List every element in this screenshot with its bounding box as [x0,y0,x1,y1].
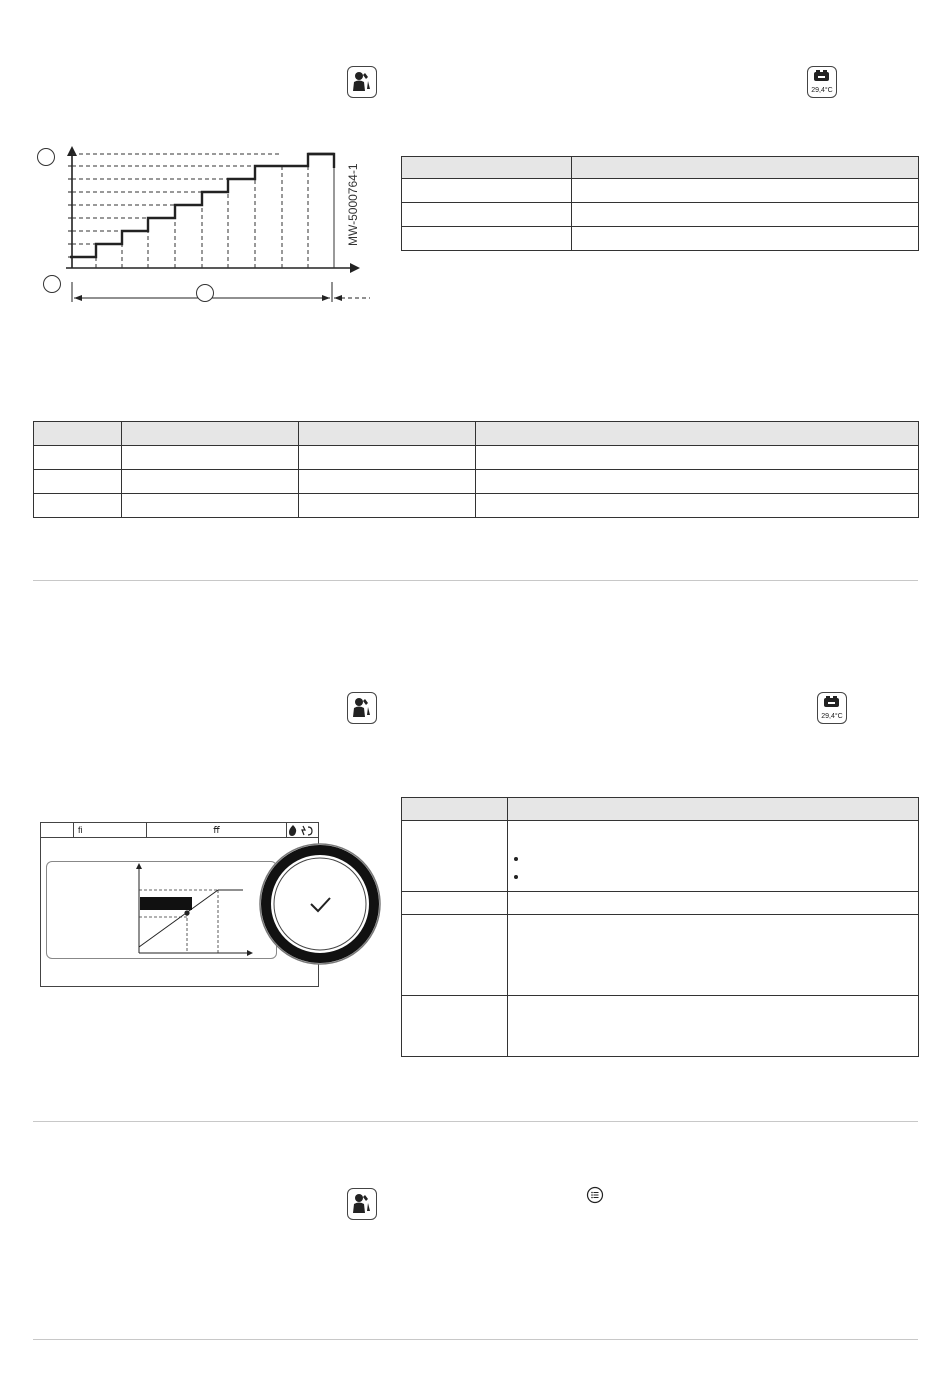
table-3 [401,797,919,1057]
table-row [402,821,919,892]
table-1-header-1 [402,157,572,179]
status-tab-0 [41,823,74,837]
menu-icon [586,1186,604,1204]
callout-3 [196,284,214,302]
table-3-header-2 [508,798,919,821]
table-row [402,227,919,251]
table-cell [299,446,476,470]
table-cell [572,179,919,203]
table-cell [402,996,508,1057]
status-divider [41,837,318,838]
table-cell [402,915,508,996]
table-cell [572,227,919,251]
table-cell [122,494,299,518]
table-row [402,915,919,996]
installer-icon [347,692,377,724]
section-divider [33,1339,918,1340]
table-cell [402,892,508,915]
table-row [402,203,919,227]
table-row [402,179,919,203]
table-3-header-1 [402,798,508,821]
table-cell [402,227,572,251]
table-row [402,996,919,1057]
heating-curve-graph [131,861,261,961]
status-tab-2: ﬀ [147,823,287,837]
room-unit-icon [817,692,847,724]
room-unit-temperature: 29,4°C [811,87,833,94]
room-unit-temperature: 29,4°C [821,713,843,720]
installer-icon [347,66,377,98]
table-2-header-2 [122,422,299,446]
table-cell [402,203,572,227]
rotary-knob [258,842,382,966]
table-cell [34,494,122,518]
table-2-header-1 [34,422,122,446]
figure-code: MW-5000764-1 [346,163,360,246]
section-divider [33,580,918,581]
table-cell [122,470,299,494]
table-cell [476,446,919,470]
table-2-header-4 [476,422,919,446]
room-unit-icon [807,66,837,98]
table-cell [34,470,122,494]
table-cell [508,915,919,996]
table-cell [299,470,476,494]
table-cell [299,494,476,518]
table-cell [402,821,508,892]
table-row [402,892,919,915]
selected-value-box [140,897,192,910]
table-cell [476,470,919,494]
table-row [34,470,919,494]
curve-point [184,910,189,915]
table-1 [401,156,919,251]
table-cell [508,821,919,892]
table-row [34,494,919,518]
table-1-header-2 [572,157,919,179]
section-divider [33,1121,918,1122]
callout-2 [43,275,61,293]
list-bullet [514,875,518,879]
table-cell [402,179,572,203]
table-cell [508,996,919,1057]
table-cell [572,203,919,227]
installer-icon [347,1188,377,1220]
table-cell [476,494,919,518]
status-tab-1: ﬁ [74,823,147,837]
table-cell [508,892,919,915]
table-cell [34,446,122,470]
table-row [34,446,919,470]
table-cell [122,446,299,470]
table-2 [33,421,919,518]
callout-1 [37,148,55,166]
list-bullet [514,857,518,861]
flame-icon [287,824,317,837]
table-2-header-3 [299,422,476,446]
